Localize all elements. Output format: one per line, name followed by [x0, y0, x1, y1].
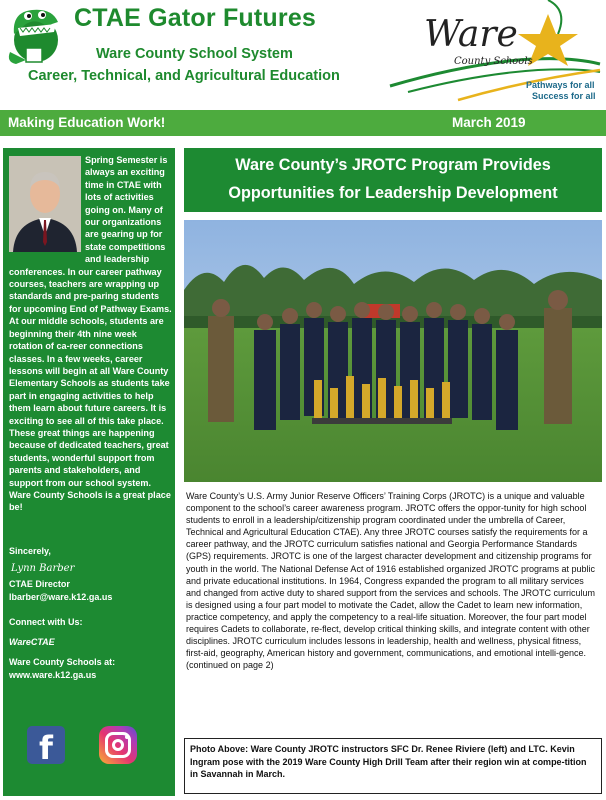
district-name: Ware County School System — [96, 46, 293, 62]
logo-subtitle: County Schools — [454, 56, 533, 67]
article-headline — [184, 148, 602, 212]
slogan: Making Education Work! — [8, 115, 166, 130]
article-body: Ware County’s U.S. Army Junior Reserve Officers’ Training Corps (JROTC) is a unique and valuable component to the school’s career awareness program. JROTC offers the oppor-tunity for high school students to enroll in a leadership/citizenship program coordinated under the umbrella of Career, Technical and Agricultural Education CTAE). Any three JROTC courses satisfy the requirements for a career pathway, and the JROTC curriculum satisfies national and Georgia Performance Standards (GPS) requirements. JROTC is one of the largest character development and citizenship programs for youth in the world. The National Defense Act of 1916 established organized JROTC programs at public and private educational institutions. In 1964, Congress expanded the program to all military services and changed from active duty to shared support from the services and schools. The JROTC curriculum is designed using a four part model to motivate the Cadet, allow the Cadet to learn new information, practice competency, and apply the competency to a real-life situation. Moreover, the four part model requires Cadets to collaborate, re-flect, develop critical thinking skills, and integrate content with other disciplines. JROTC curriculum includes lessons in leadership, health and wellness, physical fitness, first-aid, geography, American history and government, communications, and emotional intelli-gence. (continued on page 2) — [186, 491, 596, 671]
team-photo-image — [184, 220, 602, 482]
program-name: Career, Technical, and Agricultural Education — [28, 68, 340, 84]
headline-line2: Opportunities for Leadership Development — [228, 184, 558, 202]
issue-date: March 2019 — [452, 115, 526, 130]
newsletter-title: CTAE Gator Futures — [74, 4, 317, 32]
tagline-line2: Success for all — [532, 91, 596, 101]
banner — [0, 110, 606, 136]
site-url[interactable]: www.ware.k12.ga.us — [9, 670, 97, 680]
instagram-icon[interactable] — [99, 726, 137, 764]
director-email[interactable]: lbarber@ware.k12.ga.us — [9, 592, 113, 602]
connect-label: Connect with Us: — [9, 617, 83, 627]
logo-script: Ware — [424, 14, 518, 55]
jrotc-team-photo — [184, 220, 602, 482]
portrait-spacer — [9, 154, 85, 254]
headline-line1: Ware County’s JROTC Program Provides — [235, 156, 551, 174]
photo-caption: Photo Above: Ware County JROTC instructors SFC Dr. Renee Riviere (left) and LTC. Kevin Ingram pose with the 2019 Ware County High Drill Team after their region win at compe-tition in Savannah in March. — [184, 738, 602, 794]
ware-county-logo — [388, 0, 602, 104]
social-handle[interactable]: WareCTAE — [9, 637, 55, 647]
director-title: CTAE Director — [9, 579, 70, 589]
site-label: Ware County Schools at: — [9, 657, 116, 667]
facebook-icon[interactable]: f — [27, 726, 65, 764]
director-sidebar — [3, 148, 175, 796]
closing: Sincerely, — [9, 546, 51, 556]
tagline-line1: Pathways for all — [526, 80, 595, 90]
director-letter — [9, 154, 172, 514]
letter-body: Spring Semester is always an exciting time in CTAE with lots of activities going on. Many of our organizations are gearing up for state competitions and leadership conferences. In our career pathway courses, teachers are wrapping up standards and pre-paring students for upcoming End of Pathway Exams. At our middle schools, students are beginning their 4th nine week rotation of ca-reer connections classes. In a few weeks, career lessons will begin at all Ware County Elementary Schools as students take part in engaging activities to help them learn about future careers. It is exciting to see all of this take place. These great things are happening because of dedicated teachers, great students, wonderful support from parents and stakeholders, and support from our school system. Ware County Schools is a great place be! — [9, 155, 172, 513]
gator-mascot-icon — [6, 4, 64, 66]
director-signature: Lynn Barber — [11, 563, 75, 574]
masthead — [0, 0, 606, 106]
